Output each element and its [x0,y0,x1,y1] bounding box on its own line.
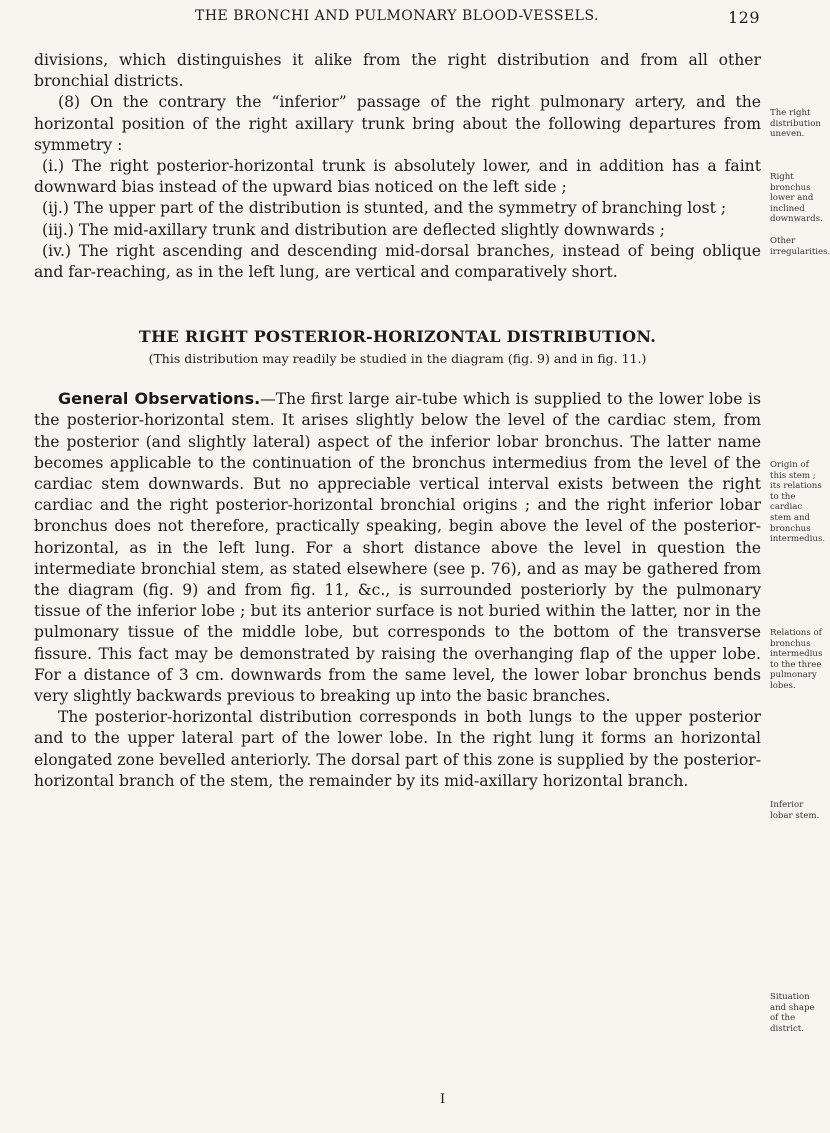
paragraph-point-8: (8) On the contrary the “inferior” passage of the right pulmonary artery, and the horizontal position of the right axillary trunk bring about the following departures from symmetry : [34,93,761,154]
section-heading: THE RIGHT POSTERIOR-HORIZONTAL DISTRIBUTION. [138,327,657,347]
paragraph-distribution: The posterior-horizontal distribution corresponds in both lungs to the upper posterior and to the upper lateral part of the lower lobe. In the right lung it forms an horizontal elongated zone bevelled anteriorly. The dorsal part of this zone is supplied by the posterior-horizontal branch of the stem, the remainder by its mid-axillary horizontal branch. [34,708,761,790]
paragraph-general-observations [34,388,761,707]
running-head [34,8,760,27]
margin-note: Other irregularities. [770,236,830,257]
lead-in-heading: General Observations. [58,389,261,409]
running-title: THE BRONCHI AND PULMONARY BLOOD-VESSELS. [194,8,599,24]
paragraph-item-iv: (iv.) The right ascending and descending mid-dorsal branches, instead of being oblique and far-reaching, as in the left lung, are vertical and comparatively short. [34,241,761,282]
margin-note: Relations of bronchus intermedius to the three pulmonary lobes. [770,628,823,691]
general-observations-text: —The first large air-tube which is supplied to the lower lobe is the posterior-horizontal stem. It arises slightly below the level of the cardiac stem, from the posterior (and slightly lateral) aspect of the inferior lobar bronchus. The latter name becomes applicable to the continuation of the bronchus intermedius from the level of the cardiac stem downwards. But no appreciable vertical interval exists between the right cardiac and the right posterior-horizontal bronchial origins ; and the right inferior lobar bronchus does not therefore, practically speaking, begin above the level of the posterior-horizontal, as in the left lung. For a short distance above the level in question the intermediate bronchial stem, as stated elsewhere (see p. 76), and as may be gathered from the diagram (fig. 9) and from fig. 11, &c., is surrounded posteriorly by the pulmonary tissue of the inferior lobe ; but its anterior surface is not buried within the latter, nor in the pulmonary tissue of the middle lobe, but corresponds to the bottom of the transverse fissure. This fact may be demonstrated by raising the overhanging flap of the upper lobe. For a distance of 3 cm. downwards from the same level, the lower lobar bronchus bends very slightly backwards previous to breaking up into the basic branches. [34,390,761,706]
paragraph-item-iij: (iij.) The mid-axillary trunk and distribution are deflected slightly downwards ; [42,220,665,239]
margin-note: Inferior lobar stem. [770,800,820,821]
margin-note: The right distribution uneven. [770,108,821,140]
margin-note: Right bronchus lower and inclined downwards. [770,172,823,225]
paragraph-continuation: divisions, which distinguishes it alike from the right distribution and from all other bronchial districts. [34,51,761,91]
margin-note: Situation and shape of the district. [770,992,815,1034]
body-text [34,50,761,792]
paragraph-item-i: (i.) The right posterior-horizontal trunk is absolutely lower, and in addition has a faint downward bias instead of the upward bias noticed on the left side ; [34,157,761,197]
printer-signature: I [440,1092,446,1107]
page-number: 129 [727,8,760,27]
section-note: (This distribution may readily be studied in the diagram (fig. 9) and in fig. 11.) [148,351,647,367]
paragraph-item-ij: (ij.) The upper part of the distribution is stunted, and the symmetry of branching lost ; [42,199,727,218]
margin-note: Origin of this stem ; its relations to the cardiac stem and bronchus intermedius. [770,460,826,545]
